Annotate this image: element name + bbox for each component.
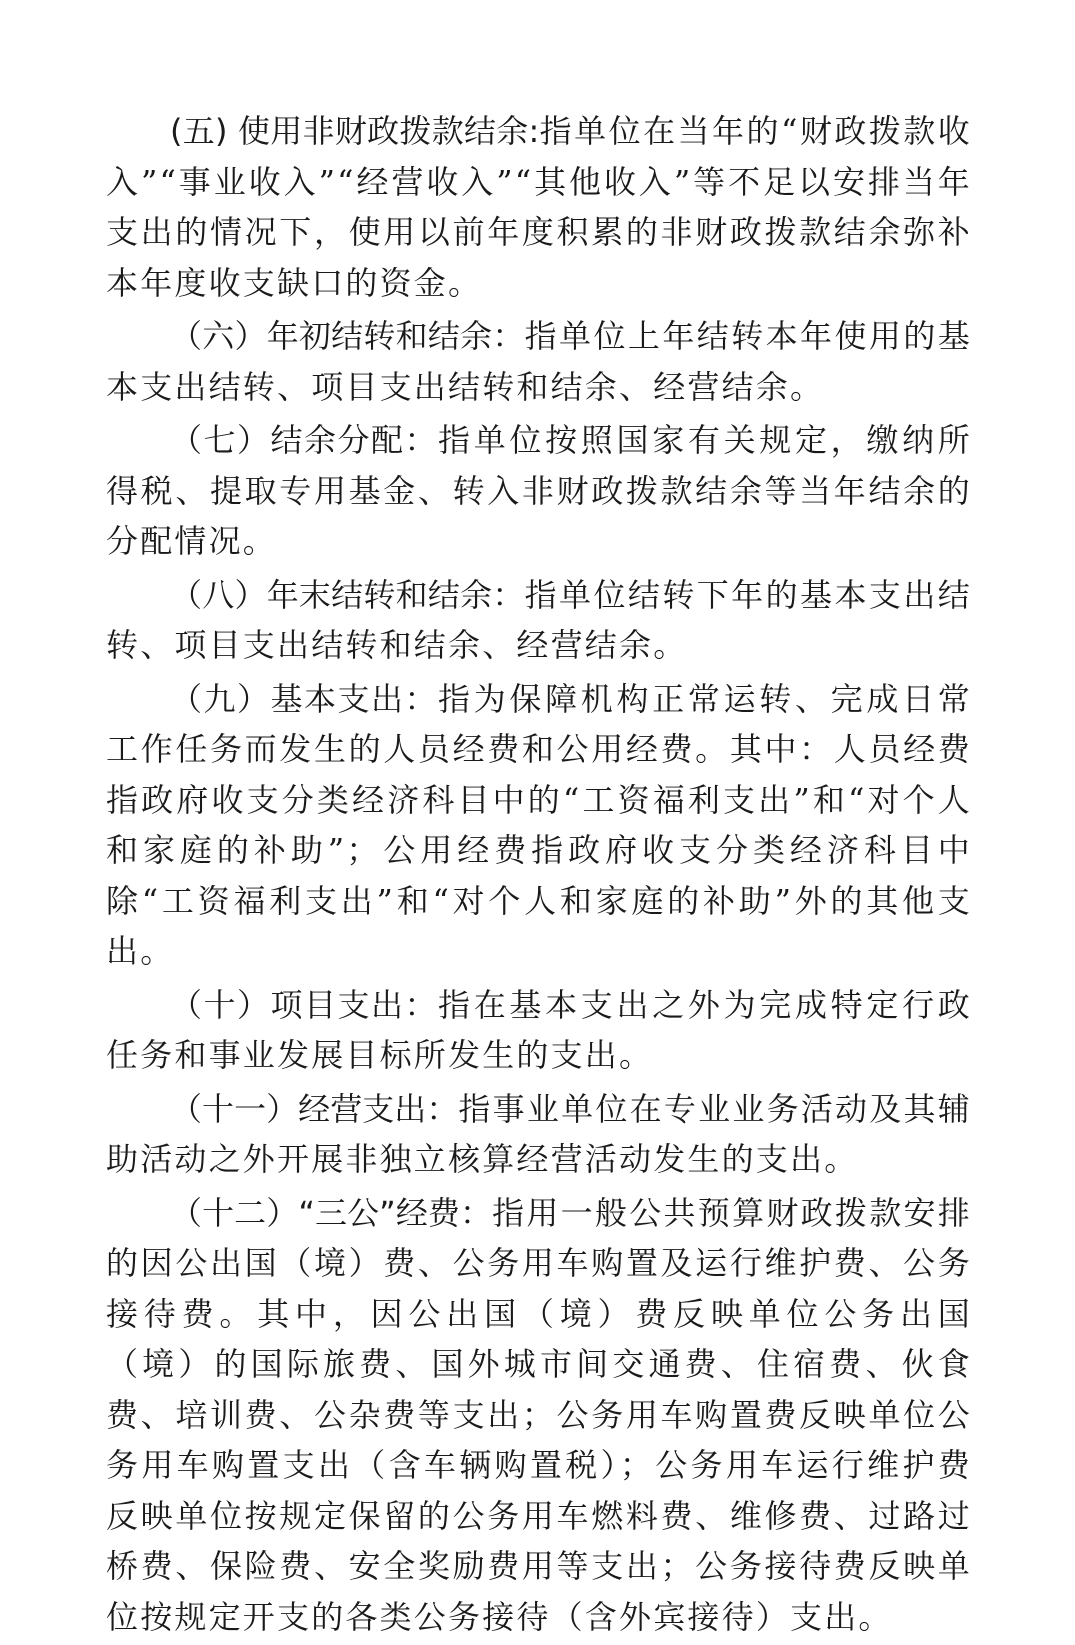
- term-heading: （十）项目支出：: [170, 985, 438, 1024]
- term-heading: （六）年初结转和结余：: [170, 317, 525, 355]
- term-heading: （八）年末结转和结余：: [170, 575, 525, 614]
- paragraph-7: [106, 415, 972, 567]
- paragraph-12: [106, 1188, 972, 1643]
- term-definition: 指为保障机构正常运转、完成日常工作任务而发生的人员经费和公用经费。其中：人员经费指政府收支分类经济科目中的“工资福利支出”和“对个人和家庭的补助”；公用经费指政府收支分类经济科目中除“工资福利支出”和“对个人和家庭的补助”外的其他支出。: [106, 679, 972, 970]
- term-heading: （七）结余分配：: [170, 421, 438, 459]
- paragraph-6: [106, 311, 972, 412]
- term-heading: （十一）经营支出：: [170, 1089, 459, 1128]
- term-heading: （十二）“三公”经费：: [170, 1193, 493, 1232]
- paragraph-9: [106, 674, 972, 977]
- term-definition: 指事业单位在专业业务活动及其辅助活动之外开展非独立核算经营活动发生的支出。: [106, 1089, 972, 1178]
- term-definition: 指单位按照国家有关规定，缴纳所得税、提取专用基金、转入非财政拨款结余等当年结余的分配情况。: [106, 421, 972, 560]
- term-definition: 指单位结转下年的基本支出结转、项目支出结转和结余、经营结余。: [106, 575, 972, 664]
- paragraph-8: [106, 570, 972, 671]
- term-definition: 指单位上年结转本年使用的基本支出结转、项目支出结转和结余、经营结余。: [106, 317, 972, 406]
- paragraph-11: [106, 1084, 972, 1185]
- paragraph-5: [106, 106, 972, 308]
- term-definition: 指用一般公共预算财政拨款安排的因公出国（境）费、公务用车购置及运行维护费、公务接待费。其中，因公出国（境）费反映单位公务出国（境）的国际旅费、国外城市间交通费、住宿费、伙食费、培训费、公杂费等支出；公务用车购置费反映单位公务用车购置支出（含车辆购置税）；公务用车运行维护费反映单位按规定保留的公务用车燃料费、维修费、过路过桥费、保险费、安全奖励费用等支出；公务接待费反映单位按规定开支的各类公务接待（含外宾接待）支出。: [106, 1193, 972, 1636]
- document-page: [106, 106, 972, 1645]
- term-heading: （九）基本支出：: [170, 679, 438, 718]
- term-heading: (五) 使用非财政拨款结余:: [170, 112, 540, 150]
- term-definition: 指在基本支出之外为完成特定行政任务和事业发展目标所发生的支出。: [106, 985, 972, 1074]
- paragraph-10: [106, 980, 972, 1081]
- term-definition: 指单位在当年的“财政拨款收入”“事业收入”“经营收入”“其他收入”等不足以安排当年支出的情况下，使用以前年度积累的非财政拨款结余弥补本年度收支缺口的资金。: [106, 112, 972, 302]
